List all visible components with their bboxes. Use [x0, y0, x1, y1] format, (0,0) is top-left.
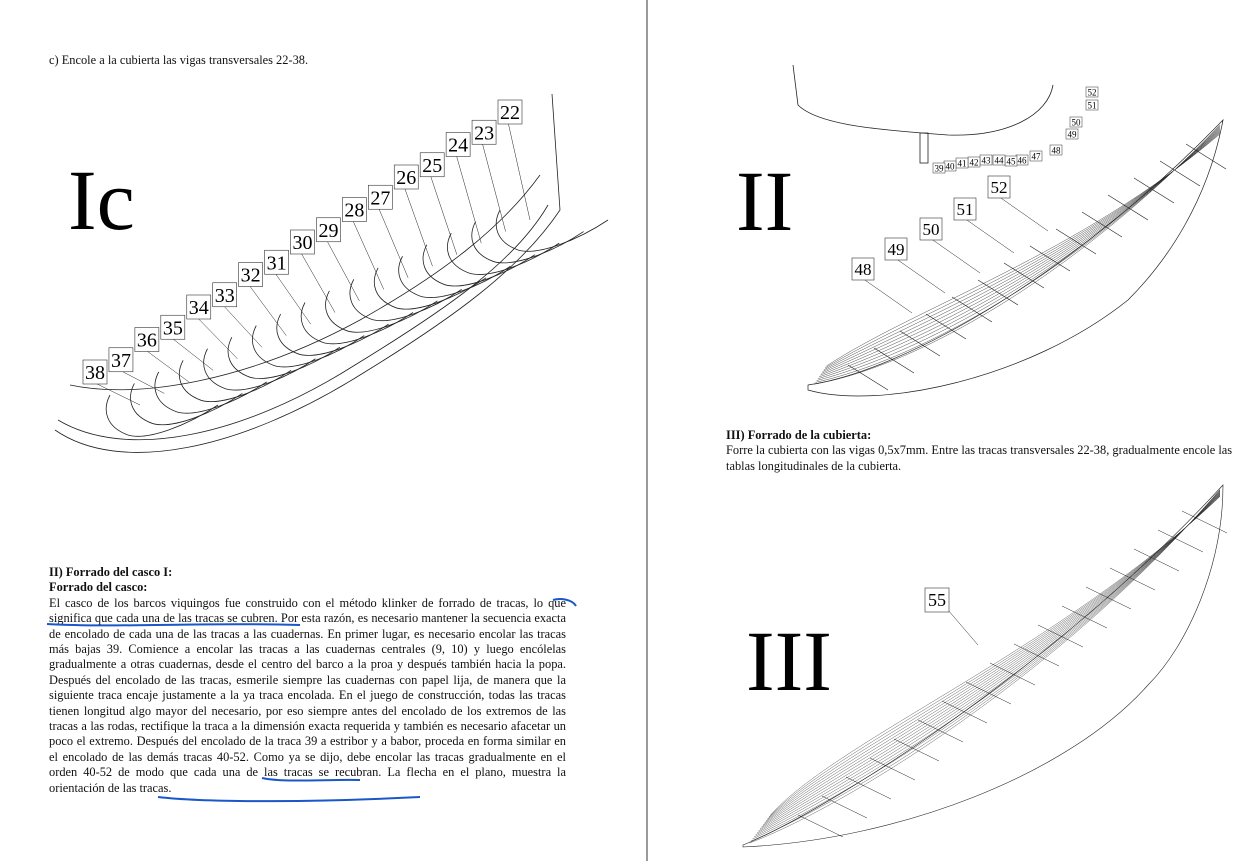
strake-line: [815, 126, 1220, 383]
beam-label: 37: [110, 349, 131, 372]
beam-label: 38: [85, 362, 105, 384]
leader-line: [326, 240, 359, 301]
deck-label: 55: [928, 590, 946, 610]
beam-label: 22: [500, 102, 520, 124]
strake-label: 39: [934, 163, 944, 174]
marked-phrase: Como ya se dijo: [253, 749, 340, 764]
strake-label: 43: [981, 155, 991, 166]
leader-line: [275, 272, 311, 324]
strake-line: [814, 125, 1220, 384]
deck-beam: [798, 815, 843, 837]
right-page: [648, 0, 1249, 861]
marked-phrase: de modo que cada una de las tracas se recubran: [118, 765, 379, 780]
figure-label-iii: III: [746, 613, 832, 709]
deck-beam: [822, 796, 867, 818]
leader-line: [948, 610, 978, 645]
deck-beam: [846, 777, 891, 799]
deck-section-heading: III) Forrado de la cubierta:: [726, 428, 872, 442]
beam-label: 26: [396, 167, 417, 189]
deck-plank-line: [751, 490, 1220, 841]
instruction-text: c) Encole a la cubierta las vigas transversales 22-38.: [49, 53, 309, 67]
frame-rib: [447, 233, 559, 274]
frame-rib: [350, 279, 462, 320]
frame-rib: [472, 222, 584, 263]
deck-beam: [918, 720, 963, 742]
section-heading-2: Forrado del casco:: [49, 580, 148, 595]
pen-stroke-4: [158, 797, 420, 801]
deck-beam: [900, 331, 940, 356]
deck-plank-line: [754, 491, 1220, 837]
section-hull-planking: [49, 565, 566, 796]
strake-label: 49: [887, 240, 905, 259]
leader-line: [352, 220, 383, 290]
paragraph-segment: . La flecha en el plano, muestra la orientación de las tracas.: [49, 765, 566, 795]
beam-label: 25: [422, 154, 443, 177]
beam-label: 23: [474, 122, 495, 145]
strake-label: 44: [994, 155, 1004, 166]
deck-plank-line: [762, 494, 1221, 828]
strake-label: 42: [969, 157, 979, 168]
hull-frames: [55, 94, 608, 452]
deck-plank-line: [759, 493, 1221, 832]
frame-rib: [496, 210, 608, 251]
strake-label: 48: [854, 260, 872, 279]
frame-rib: [277, 314, 389, 355]
beam-label: 32: [240, 264, 261, 287]
strake-line: [819, 129, 1220, 378]
deck-plank-line: [750, 490, 1221, 844]
leader-line: [895, 258, 945, 293]
frame-rib: [106, 395, 218, 436]
hull-frame-drawing: [0, 80, 646, 560]
leader-line: [862, 278, 912, 313]
strake-label: 41: [957, 158, 967, 169]
leader-line: [378, 207, 408, 278]
deck-plank-line: [771, 497, 1221, 816]
strake-label: 51: [956, 200, 974, 219]
beam-label: 29: [318, 219, 339, 242]
leader-line: [930, 238, 980, 273]
deck-plank-line: [765, 495, 1221, 824]
deck-plank-line: [760, 493, 1220, 829]
beam-label: 28: [344, 199, 365, 222]
deck-plank-line: [756, 492, 1221, 836]
hull-outline: [743, 485, 1223, 847]
strake-label: 47: [1031, 151, 1041, 162]
beam-label: 24: [448, 134, 469, 157]
hull-paragraph: [49, 596, 566, 796]
strake-label: 45: [1006, 156, 1016, 167]
strake-label: 52: [990, 178, 1008, 197]
deck-plank-line: [769, 496, 1220, 817]
frame-rib: [301, 303, 413, 344]
strake-line: [821, 130, 1220, 373]
strake-line: [824, 129, 1220, 370]
frame-rib: [131, 383, 243, 424]
beam-label: 27: [370, 187, 391, 210]
strake-label: 51: [1087, 100, 1097, 111]
deck-plank-line: [766, 495, 1220, 821]
leader-line: [998, 196, 1048, 231]
strake-label: 50: [1071, 117, 1081, 128]
frame-rib: [204, 349, 316, 390]
leader-line: [482, 142, 506, 231]
strake-label: 48: [1051, 145, 1061, 156]
beam-label: 34: [188, 297, 209, 319]
leader-line: [964, 218, 1014, 253]
section-deck-planking: [726, 428, 1244, 474]
deck-beam: [874, 348, 914, 373]
deck-plank-line: [763, 494, 1220, 825]
strake-label: 40: [945, 161, 955, 172]
frame-rib: [399, 256, 511, 297]
inner-line: [70, 175, 540, 390]
paragraph-segment: , debe encolar las tracas gradualmente en el orden 40-52: [49, 749, 566, 780]
strake-label: 46: [1017, 155, 1027, 166]
deck-section-body: Forre la cubierta con las vigas 0,5x7mm. Entre las tracas transversales 22-38, gradualmente encole las tablas longitudinales de la cubierta.: [726, 443, 1233, 473]
deck-beam: [926, 314, 966, 339]
deck-beam: [894, 739, 939, 761]
section-heading-1: II) Forrado del casco I:: [49, 565, 173, 579]
beam-labels: [83, 100, 522, 384]
marked-phrase: lo que significa que cada una de las tracas se cubren: [49, 595, 566, 626]
strake-line: [823, 131, 1220, 371]
beam-label: 31: [266, 252, 287, 275]
leader-line: [404, 187, 432, 266]
strake-label: 50: [922, 220, 940, 239]
deck-beam: [1182, 511, 1227, 533]
leader-line: [430, 175, 457, 255]
frame-rib: [374, 268, 486, 309]
paragraph-segment: El casco de los barcos viquingos fue construido con el método klinker de forrado de tracas,: [49, 595, 534, 610]
hull-deck-drawing: [648, 475, 1249, 861]
deck-plank-line: [768, 496, 1221, 820]
deck-beam: [1110, 568, 1155, 590]
beam-label: 35: [162, 317, 183, 340]
leader-line: [301, 252, 336, 313]
leader-line: [249, 285, 287, 336]
frame-rib: [326, 291, 438, 332]
figure-label-ic: Ic: [68, 152, 135, 248]
paragraph-segment: . Por esta razón, es necesario mantener la secuencia exacta de encolado de cada una de las tracas a las cuadernas. En primer lugar, es necesario encolar las tracas más bajas 39. Comience a encolar las tracas a las cuadernas centrales (9, 10) y luego encólelas gradualmente a otras cuadernas, desde el centro del barco a la proa y después también hacia la popa. Después del encolado de las tracas, esmerile siempre las cuadernas con papel lija, de manera que la siguiente traca encaje justamente a la ya traca encolada. En el juego de construcción, todas las tracas tienen longitud algo mayor del necesario, por eso siempre antes del encolado de los extremos de las tracas a las rodas, rectifique la traca a la dimensión exacta requerida y también es necesario afacetar un poco el extremo. Después del encolado de la traca 39 a estribor y a babor, proceda en forma similar en el encolado de las demás tracas 40-52.: [49, 611, 566, 764]
leader-line: [171, 337, 213, 370]
strake-label: 49: [1067, 129, 1077, 140]
leader-line: [145, 350, 189, 382]
frame-rib: [228, 337, 340, 378]
leader-line: [508, 122, 530, 220]
hull-planked-drawing: [648, 87, 1249, 410]
beam-label: 30: [292, 232, 313, 254]
beam-label: 33: [214, 284, 235, 307]
figure-label-ii: II: [736, 153, 794, 249]
frame-rib: [423, 245, 535, 286]
beam-label: 36: [136, 329, 157, 352]
leader-line: [456, 155, 481, 244]
strake-line: [818, 128, 1220, 379]
strake-label: 52: [1087, 87, 1097, 98]
deck-plank-line: [753, 491, 1221, 840]
frame-rib: [179, 360, 291, 401]
